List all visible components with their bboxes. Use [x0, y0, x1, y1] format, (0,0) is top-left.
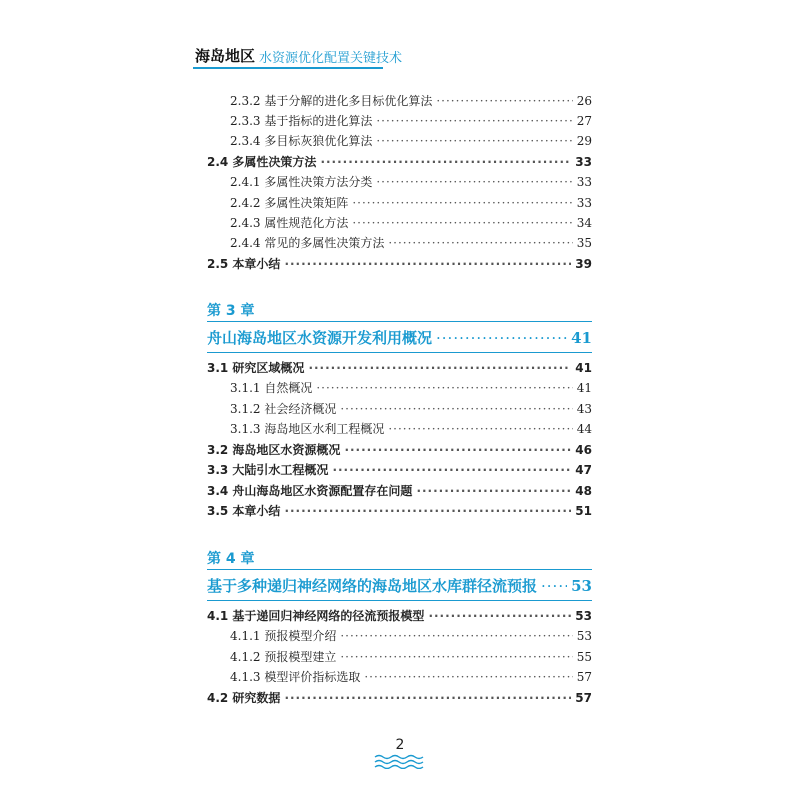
toc-entry-title: 3.1.2 社会经济概况	[230, 402, 337, 416]
toc-entry-page: 33	[575, 155, 592, 169]
toc-entry-title: 3.1.3 海岛地区水利工程概况	[230, 422, 385, 436]
toc-leader-dots	[344, 443, 571, 457]
toc-entry-page: 57	[576, 670, 592, 684]
chapter-4-rule-bottom	[207, 600, 592, 601]
toc-leader-dots	[436, 329, 567, 347]
chapter-3-rule-bottom	[207, 352, 592, 353]
chapter-3-title[interactable]	[207, 327, 592, 349]
chapter-4-label: 第 4 章	[207, 551, 255, 567]
toc-leader-dots	[340, 402, 572, 416]
toc-entry-page: 44	[576, 422, 592, 436]
toc-entry[interactable]	[207, 153, 592, 171]
toc-entry[interactable]	[230, 420, 592, 438]
toc-entry[interactable]	[230, 627, 592, 645]
toc-entry-page: 48	[575, 484, 592, 498]
toc-entry[interactable]	[230, 648, 592, 666]
toc-entry-page: 41	[576, 381, 592, 395]
toc-entry-title: 3.3 大陆引水工程概况	[207, 463, 329, 477]
toc-entry[interactable]	[230, 234, 592, 252]
toc-leader-dots	[320, 155, 571, 169]
toc-entry-title: 3.5 本章小结	[207, 504, 281, 518]
toc-entry[interactable]	[230, 132, 592, 150]
toc-entry-page: 39	[575, 257, 592, 271]
toc-entry-title: 2.3.3 基于指标的进化算法	[230, 114, 373, 128]
toc-entry[interactable]	[207, 689, 592, 707]
toc-entry-title: 3.2 海岛地区水资源概况	[207, 443, 341, 457]
running-header	[195, 44, 402, 66]
toc-entry[interactable]	[207, 607, 592, 625]
toc-leader-dots	[284, 504, 571, 518]
toc-entry-title: 2.4.3 属性规范化方法	[230, 216, 349, 230]
toc-entry-title: 3.4 舟山海岛地区水资源配置存在问题	[207, 484, 413, 498]
toc-entry-page: 29	[576, 134, 592, 148]
toc-entry-title: 3.1 研究区域概况	[207, 361, 305, 375]
toc-entry[interactable]	[230, 112, 592, 130]
toc-leader-dots	[376, 114, 572, 128]
toc-entry-page: 55	[576, 650, 592, 664]
header-title-bold: 海岛地区	[195, 47, 256, 65]
toc-entry-title: 4.1.1 预报模型介绍	[230, 629, 337, 643]
toc-entry[interactable]	[230, 214, 592, 232]
toc-entry-page: 53	[575, 609, 592, 623]
toc-leader-dots	[332, 463, 571, 477]
toc-entry[interactable]	[207, 359, 592, 377]
toc-entry-page: 57	[575, 691, 592, 705]
chapter-4-page: 53	[571, 577, 592, 595]
toc-entry-page: 33	[576, 175, 592, 189]
toc-leader-dots	[376, 134, 572, 148]
toc-entry[interactable]	[207, 482, 592, 500]
header-title-rest: 水资源优化配置关键技术	[259, 51, 403, 66]
chapter-4-title-text: 基于多种递归神经网络的海岛地区水库群径流预报	[207, 577, 538, 595]
toc-entry-title: 2.4.4 常见的多属性决策方法	[230, 236, 385, 250]
toc-entry[interactable]	[207, 461, 592, 479]
toc-entry[interactable]	[230, 194, 592, 212]
toc-entry-title: 4.1 基于递回归神经网络的径流预报模型	[207, 609, 425, 623]
toc-entry-title: 2.3.2 基于分解的进化多目标优化算法	[230, 94, 433, 108]
toc-entry-title: 2.5 本章小结	[207, 257, 281, 271]
toc-entry-title: 2.4.1 多属性决策方法分类	[230, 175, 373, 189]
toc-entry-page: 43	[576, 402, 592, 416]
toc-leader-dots	[541, 577, 567, 595]
toc-entry[interactable]	[207, 441, 592, 459]
chapter-3-title-text: 舟山海岛地区水资源开发利用概况	[207, 329, 433, 347]
toc-entry-title: 2.4 多属性决策方法	[207, 155, 317, 169]
header-underline	[193, 67, 383, 69]
toc-entry-title: 2.4.2 多属性决策矩阵	[230, 196, 349, 210]
chapter-4-title[interactable]	[207, 575, 592, 597]
toc-entry-page: 53	[576, 629, 592, 643]
toc-entry-page: 27	[576, 114, 592, 128]
toc-entry-page: 46	[575, 443, 592, 457]
page-number: 2	[395, 737, 405, 753]
toc-entry-page: 34	[576, 216, 592, 230]
toc-entry-page: 26	[576, 94, 592, 108]
toc-leader-dots	[340, 629, 572, 643]
toc-leader-dots	[376, 175, 572, 189]
wave-ornament-icon	[373, 753, 427, 769]
toc-entry-page: 33	[576, 196, 592, 210]
toc-entry-page: 41	[575, 361, 592, 375]
toc-leader-dots	[352, 196, 572, 210]
toc-entry-title: 2.3.4 多目标灰狼优化算法	[230, 134, 373, 148]
toc-entry[interactable]	[230, 400, 592, 418]
toc-leader-dots	[416, 484, 571, 498]
toc-entry[interactable]	[230, 92, 592, 110]
toc-leader-dots	[436, 94, 572, 108]
toc-leader-dots	[352, 216, 572, 230]
toc-leader-dots	[428, 609, 571, 623]
toc-entry[interactable]	[207, 255, 592, 273]
toc-entry-page: 35	[576, 236, 592, 250]
toc-leader-dots	[284, 257, 571, 271]
toc-leader-dots	[364, 670, 572, 684]
chapter-3-label: 第 3 章	[207, 303, 255, 319]
toc-entry-title: 4.1.3 模型评价指标选取	[230, 670, 361, 684]
toc-entry[interactable]	[230, 173, 592, 191]
toc-entry-page: 47	[575, 463, 592, 477]
toc-leader-dots	[340, 650, 572, 664]
chapter-3-page: 41	[571, 329, 592, 347]
toc-entry-title: 4.2 研究数据	[207, 691, 281, 705]
toc-entry-title: 4.1.2 预报模型建立	[230, 650, 337, 664]
toc-leader-dots	[388, 422, 572, 436]
toc-entry[interactable]	[230, 668, 592, 686]
toc-entry[interactable]	[230, 379, 592, 397]
toc-leader-dots	[388, 236, 572, 250]
chapter-3-rule-top	[207, 321, 592, 322]
chapter-4-rule-top	[207, 569, 592, 570]
toc-leader-dots	[316, 381, 572, 395]
toc-leader-dots	[284, 691, 571, 705]
toc-leader-dots	[308, 361, 571, 375]
toc-entry-title: 3.1.1 自然概况	[230, 381, 313, 395]
toc-entry[interactable]	[207, 502, 592, 520]
toc-entry-page: 51	[575, 504, 592, 518]
